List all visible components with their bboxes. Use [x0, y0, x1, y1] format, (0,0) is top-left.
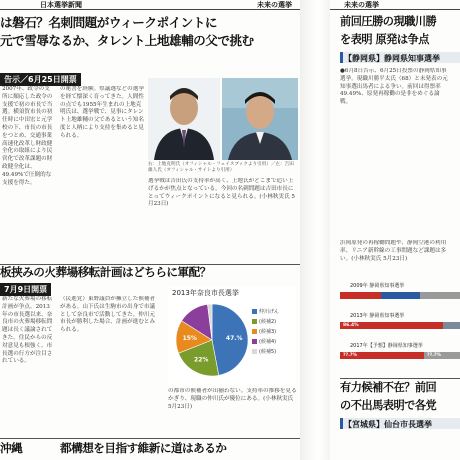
pie-legend-label-3: (候補4) — [259, 339, 277, 345]
candidate-photo-kamiji — [148, 78, 220, 160]
pie-legend-label-4: (候補5) — [259, 349, 277, 355]
article3-headline: 都構想を目指す維新に道はあるか — [60, 441, 227, 455]
bar-segment-2-0 — [340, 352, 424, 359]
article1-date-tag: 告示／6月25日開票 — [0, 73, 81, 86]
bar-chart-row-2 — [340, 352, 460, 359]
nara-pie-chart — [168, 286, 296, 386]
bar-chart-title-0: 2009年 静岡県知事選挙 — [350, 283, 405, 289]
bar-segment-label-1-0: 86.4% — [343, 323, 359, 328]
section-divider-2 — [0, 438, 300, 439]
bar-segment-0-2 — [420, 292, 460, 299]
article2-body-col1: 新たな火葬場の移転計画が争点。2013年の市長選以来、奈良市の火葬場移転問題は長く議論されてきた。住民からの反対意見も根強く、市長選の行方が注目されている。 — [2, 296, 53, 365]
bar-segment-2-1 — [424, 352, 460, 359]
article2-date-tag: 7月9日開票 — [0, 283, 51, 296]
article2-body-col3: の都市の候補者が出揃わない。支持率の推移を見るかぎり、現職の仲川氏が優位にある。(小林秋実氏 5月23日) — [168, 388, 297, 410]
bar-segment-1-1 — [443, 322, 460, 329]
bar-chart-row-0 — [340, 292, 460, 299]
article2-body-col2: （民進党）東野議員が擁立した候補者がある。山下氏は生駒市の出身で市議として奈良市で活動してきた。仲川元市長が勝利した場合、計画が進むとみられる。 — [60, 296, 156, 334]
bar-chart-row-1 — [340, 322, 460, 329]
pie-svg — [172, 300, 252, 380]
photo-caption: 右：上地克明氏（オフィシャル・フェイスブックより引用）／左：吉田雄人氏（オフィシャル・サイトより引用） — [148, 162, 294, 173]
pie-legend-item-0 — [252, 308, 296, 315]
page-gutter — [300, 0, 330, 460]
pie-chart-title: 2013年奈良市長選挙 — [172, 289, 239, 297]
right-article1-body2: 浜岡原発の再稼働問題や、静岡空港の利用率、リニア新幹線の工事問題など課題は多い。(小林秋実氏 5月23日) — [340, 240, 447, 262]
pie-slice-label-1: 22% — [194, 356, 209, 364]
pie-legend-label-1: (候補2) — [259, 319, 277, 325]
right-page-header — [330, 0, 460, 10]
right-page — [330, 0, 460, 460]
pie-legend — [252, 308, 296, 358]
article1-headline-line2: 元で雪辱なるか、タレント上地雄輔の父で挑む — [0, 33, 254, 48]
page-header — [0, 0, 300, 10]
right-article1-headline-line1: 前回圧勝の現職川勝 — [340, 15, 437, 28]
bar-segment-0-1 — [381, 292, 421, 299]
pie-legend-swatch-1 — [252, 319, 257, 324]
pie-legend-item-4 — [252, 348, 296, 355]
candidate-photo-yoshida — [222, 78, 298, 160]
right-article2-headline-line1: 有力候補不在？前回 — [340, 381, 437, 394]
pie-slice-label-2: 15% — [182, 334, 197, 342]
article1-body-col2: の秘書を経験。県議選などの選挙を経て懐深く育ってきた。人間性の点でも1955年生まれの上地克明氏は、選挙戦で、見事にタレント上地雄輔の父であるという知名度と人柄により支持を集めると見られる。 — [60, 86, 144, 139]
right-location-tag: 【静岡県】静岡県知事選挙 — [344, 54, 440, 63]
right-article2-headline-line2: の不出馬表明で各党 — [340, 399, 437, 412]
pie-legend-item-1 — [252, 318, 296, 325]
bar-chart-title-1: 2013年 静岡県知事選挙 — [350, 313, 405, 319]
pie-slice-label-0: 47.% — [225, 334, 243, 342]
pie-legend-label-2: (候補3) — [259, 329, 277, 335]
pie-legend-item-2 — [252, 328, 296, 335]
bar-segment-label-2-0: ??.?% — [343, 353, 358, 358]
pie-legend-swatch-0 — [252, 309, 257, 314]
article1-body-col1: 2007年、政令の支所に順応した政令の支援で初の市長で当選。横須賀市長の初任時に中田宏と元学校の下、市長の市長をつとめ、交通事業高速化改革し財政健全化の取組により民営化で改革課題の財政健全化は、49.49%で圧倒的な支援を得た。 — [2, 86, 53, 186]
pie-legend-swatch-2 — [252, 329, 257, 334]
pie-legend-item-3 — [252, 338, 296, 345]
bar-chart-title-2: 2017年【予想】静岡県知事選挙 — [350, 343, 423, 349]
bar-segment-label-2-1: ??.?% — [427, 353, 442, 358]
article1-right-col: 選挙戦は吉田氏の支持率が高く、上地氏がどこまで追い上げるかが焦点となっている。今回の名刺問題は吉田市長にとってウィークポイントになると見られる。(小林秋実氏 5月23日) — [148, 178, 295, 208]
newspaper-title: 日本選挙新聞 — [40, 1, 82, 9]
pie-legend-swatch-3 — [252, 339, 257, 344]
article2-headline: 板挟みの火葬場移転計画はどちらに軍配？ — [0, 265, 211, 279]
article3-headline-left: 沖縄 — [0, 441, 23, 455]
right-divider — [340, 378, 460, 379]
bar-segment-0-0 — [340, 292, 381, 299]
section-label: 未来の選挙 — [257, 1, 292, 9]
right-section-label: 未来の選挙 — [344, 1, 379, 9]
right-location-tag2: 【宮城県】仙台市長選挙 — [344, 420, 432, 429]
article1-headline-line1: は磐石？名刺問題がウィークポイントに — [0, 15, 217, 30]
bar-segment-1-0 — [340, 322, 443, 329]
right-article1-body: ●6月8日告示、6月25日投票の静岡県知事選挙。現職川勝平太氏（68）と未発表の元知事選出馬者による争い。前回は得票率49.49%、原発再稼働の是非をめぐる論戦。 — [340, 68, 448, 106]
pie-legend-label-0: 仲川げん — [259, 309, 280, 315]
right-article1-headline-line2: を表明 原発は争点 — [340, 33, 429, 46]
pie-legend-swatch-4 — [252, 349, 257, 354]
